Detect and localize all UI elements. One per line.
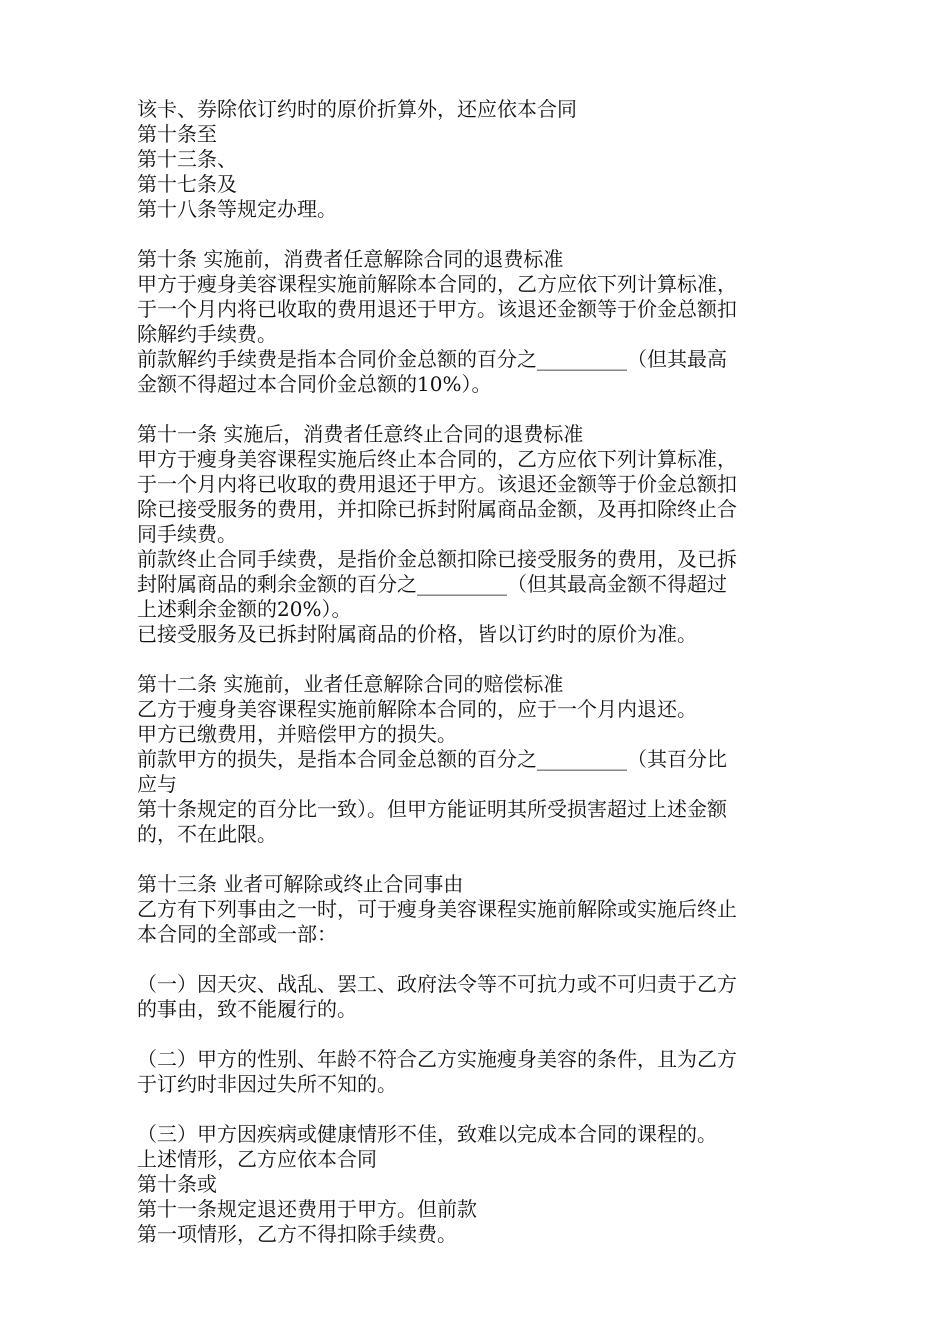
text-line: 于订约时非因过失所不知的。: [137, 1072, 397, 1096]
text-line: 第十一条 实施后，消费者任意终止合同的退费标准: [137, 422, 584, 446]
text-line: 第十一条规定退还费用于甲方。但前款: [137, 1197, 477, 1221]
paragraph-spacer: [137, 847, 817, 872]
paragraph-spacer: [137, 647, 817, 672]
text-line: 已接受服务及已拆封附属商品的价格，皆以订约时的原价为准。: [137, 622, 697, 646]
text-line: 除解约手续费。: [137, 322, 277, 346]
paragraph-spacer: [137, 1022, 817, 1047]
text-line: 的事由，致不能履行的。: [137, 997, 357, 1021]
text-line: 乙方于瘦身美容课程实施前解除本合同的，应于一个月内退还。: [137, 697, 697, 721]
text-line: 第十七条及: [137, 172, 237, 196]
text-line: （三）甲方因疾病或健康情形不佳，致难以完成本合同的课程的。: [137, 1122, 717, 1146]
text-line: 本合同的全部或一部：: [137, 922, 337, 946]
text-line: 同手续费。: [137, 522, 237, 546]
paragraph-spacer: [137, 947, 817, 972]
text-line: 封附属商品的剩余金额的百分之_________（但其最高金额不得超过: [137, 572, 727, 596]
text-line: 第十条规定的百分比一致）。但甲方能证明其所受损害超过上述金额: [137, 797, 727, 821]
text-line: 的，不在此限。: [137, 822, 277, 846]
text-line: 于一个月内将已收取的费用退还于甲方。该退还金额等于价金总额扣: [137, 472, 737, 496]
text-line: 于一个月内将已收取的费用退还于甲方。该退还金额等于价金总额扣: [137, 297, 737, 321]
text-line: 上述剩余金额的20%）。: [137, 597, 352, 621]
text-line: 乙方有下列事由之一时，可于瘦身美容课程实施前解除或实施后终止: [137, 897, 737, 921]
text-line: 第十三条、: [137, 147, 237, 171]
text-line: （一）因天灾、战乱、罢工、政府法令等不可抗力或不可归责于乙方: [137, 972, 737, 996]
text-line: 第一项情形，乙方不得扣除手续费。: [137, 1222, 457, 1246]
text-line: 第十八条等规定办理。: [137, 197, 337, 221]
document-body: [137, 97, 817, 1247]
text-line: 应与: [137, 772, 177, 796]
text-line: 该卡、券除依订约时的原价折算外，还应依本合同: [137, 97, 577, 121]
text-line: 前款甲方的损失，是指本合同金总额的百分之_________（其百分比: [137, 747, 727, 771]
text-line: 金额不得超过本合同价金总额的10%）。: [137, 372, 492, 396]
text-line: 上述情形，乙方应依本合同: [137, 1147, 377, 1171]
text-line: 前款终止合同手续费，是指价金总额扣除已接受服务的费用，及已拆: [137, 547, 737, 571]
text-line: 甲方于瘦身美容课程实施前解除本合同的，乙方应依下列计算标准，: [137, 272, 737, 296]
text-line: （二）甲方的性别、年龄不符合乙方实施瘦身美容的条件，且为乙方: [137, 1047, 737, 1071]
paragraph-spacer: [137, 397, 817, 422]
text-line: 甲方于瘦身美容课程实施后终止本合同的，乙方应依下列计算标准，: [137, 447, 737, 471]
text-line: 第十二条 实施前，业者任意解除合同的赔偿标准: [137, 672, 564, 696]
text-line: 除已接受服务的费用，并扣除已拆封附属商品金额，及再扣除终止合: [137, 497, 737, 521]
text-line: 甲方已缴费用，并赔偿甲方的损失。: [137, 722, 457, 746]
text-line: 第十条或: [137, 1172, 217, 1196]
text-line: 第十条至: [137, 122, 217, 146]
text-line: 第十条 实施前，消费者任意解除合同的退费标准: [137, 247, 564, 271]
text-line: 第十三条 业者可解除或终止合同事由: [137, 872, 464, 896]
text-line: 前款解约手续费是指本合同价金总额的百分之_________（但其最高: [137, 347, 727, 371]
paragraph-spacer: [137, 1097, 817, 1122]
paragraph-spacer: [137, 222, 817, 247]
